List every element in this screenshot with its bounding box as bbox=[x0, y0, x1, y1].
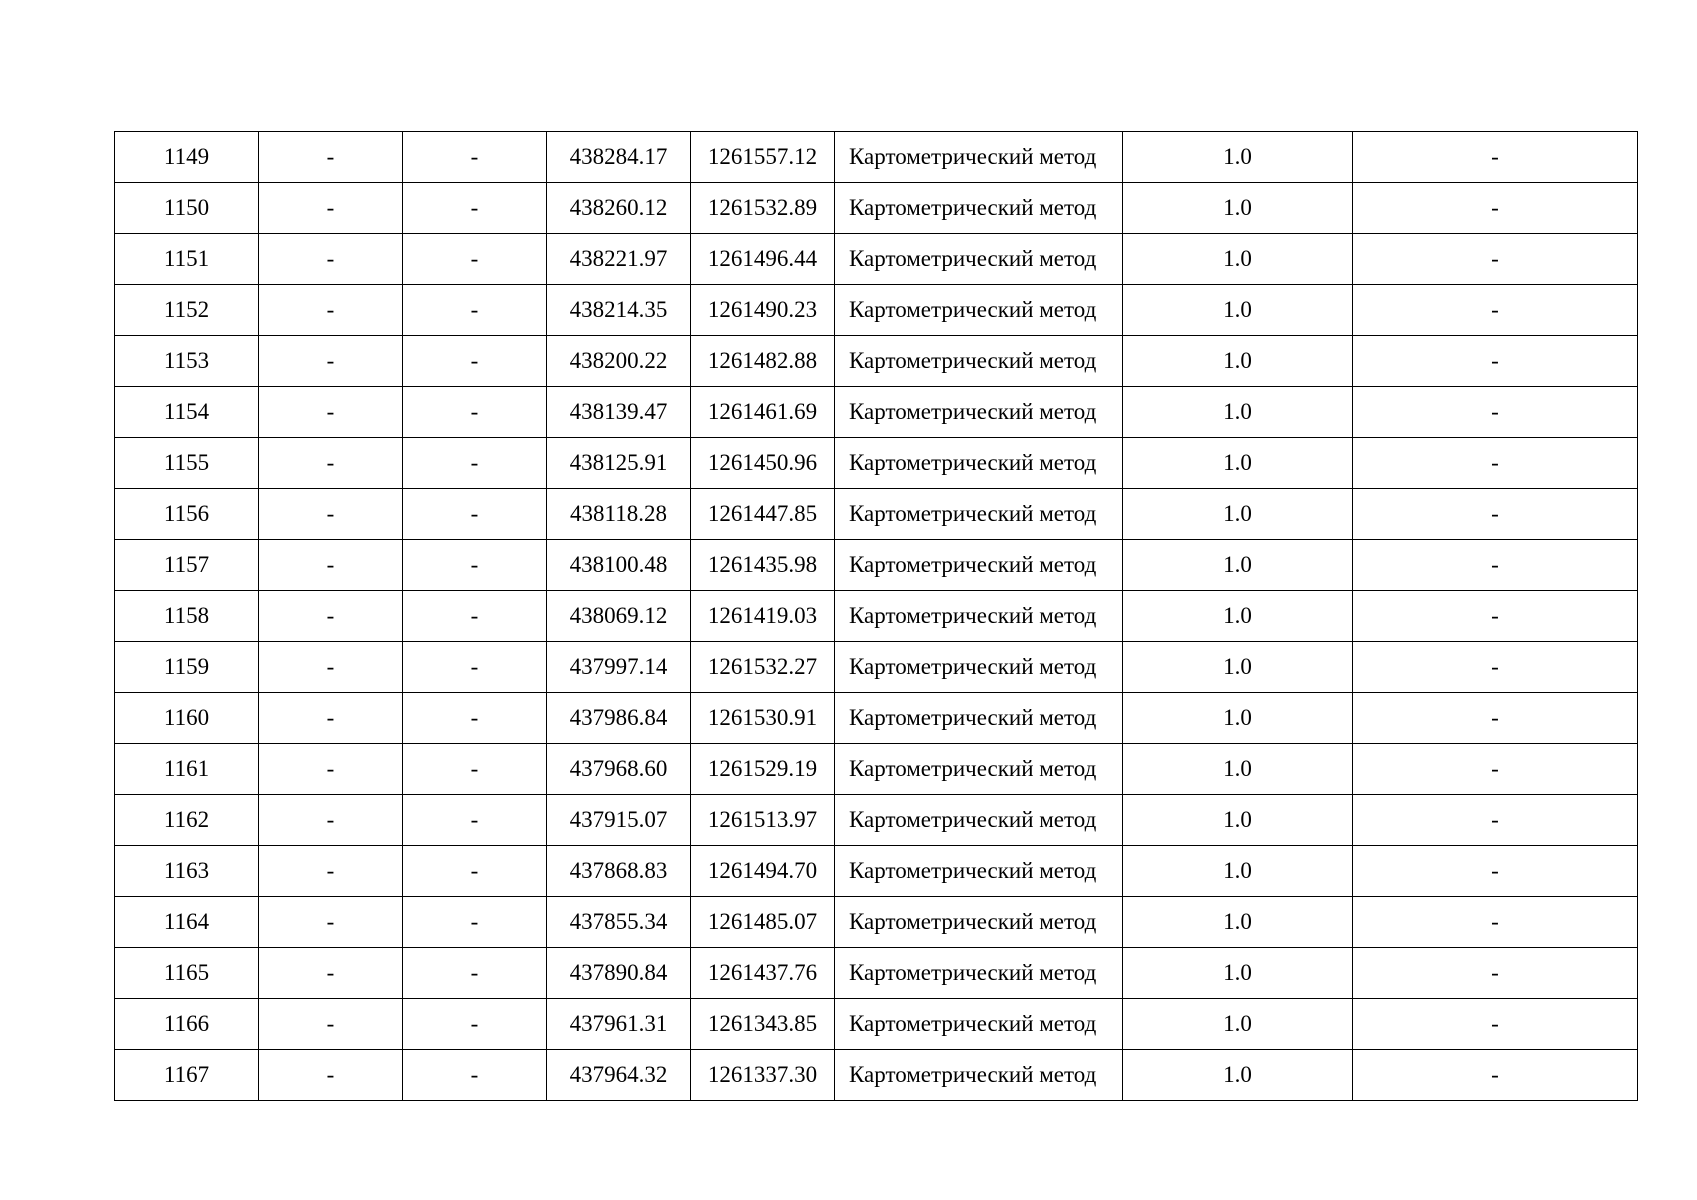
y-coordinate-cell: 1261530.91 bbox=[691, 693, 835, 744]
accuracy-cell: 1.0 bbox=[1123, 846, 1353, 897]
accuracy-cell: 1.0 bbox=[1123, 744, 1353, 795]
method-cell: Картометрический метод bbox=[835, 234, 1123, 285]
method-cell: Картометрический метод bbox=[835, 387, 1123, 438]
method-cell: Картометрический метод bbox=[835, 846, 1123, 897]
table-row bbox=[115, 591, 1638, 642]
description-cell: - bbox=[1353, 285, 1638, 336]
y-coordinate-cell: 1261557.12 bbox=[691, 132, 835, 183]
accuracy-cell: 1.0 bbox=[1123, 489, 1353, 540]
description-cell: - bbox=[1353, 693, 1638, 744]
point-number-cell: 1162 bbox=[115, 795, 259, 846]
table-row bbox=[115, 744, 1638, 795]
description-cell: - bbox=[1353, 489, 1638, 540]
y-coordinate-cell: 1261437.76 bbox=[691, 948, 835, 999]
point-number-cell: 1156 bbox=[115, 489, 259, 540]
empty-cell-3: - bbox=[403, 336, 547, 387]
empty-cell-2: - bbox=[259, 336, 403, 387]
accuracy-cell: 1.0 bbox=[1123, 438, 1353, 489]
empty-cell-3: - bbox=[403, 540, 547, 591]
table-row bbox=[115, 183, 1638, 234]
point-number-cell: 1152 bbox=[115, 285, 259, 336]
empty-cell-2: - bbox=[259, 183, 403, 234]
y-coordinate-cell: 1261532.27 bbox=[691, 642, 835, 693]
x-coordinate-cell: 438284.17 bbox=[547, 132, 691, 183]
description-cell: - bbox=[1353, 387, 1638, 438]
description-cell: - bbox=[1353, 336, 1638, 387]
point-number-cell: 1159 bbox=[115, 642, 259, 693]
y-coordinate-cell: 1261337.30 bbox=[691, 1050, 835, 1101]
accuracy-cell: 1.0 bbox=[1123, 693, 1353, 744]
accuracy-cell: 1.0 bbox=[1123, 795, 1353, 846]
empty-cell-3: - bbox=[403, 438, 547, 489]
method-cell: Картометрический метод bbox=[835, 438, 1123, 489]
x-coordinate-cell: 438200.22 bbox=[547, 336, 691, 387]
x-coordinate-cell: 437868.83 bbox=[547, 846, 691, 897]
point-number-cell: 1157 bbox=[115, 540, 259, 591]
method-cell: Картометрический метод bbox=[835, 1050, 1123, 1101]
description-cell: - bbox=[1353, 795, 1638, 846]
table-row bbox=[115, 234, 1638, 285]
table-row bbox=[115, 336, 1638, 387]
y-coordinate-cell: 1261485.07 bbox=[691, 897, 835, 948]
empty-cell-2: - bbox=[259, 948, 403, 999]
table-row bbox=[115, 285, 1638, 336]
method-cell: Картометрический метод bbox=[835, 132, 1123, 183]
x-coordinate-cell: 438260.12 bbox=[547, 183, 691, 234]
description-cell: - bbox=[1353, 183, 1638, 234]
x-coordinate-cell: 437961.31 bbox=[547, 999, 691, 1050]
table-row bbox=[115, 948, 1638, 999]
table-row bbox=[115, 387, 1638, 438]
point-number-cell: 1166 bbox=[115, 999, 259, 1050]
empty-cell-2: - bbox=[259, 387, 403, 438]
accuracy-cell: 1.0 bbox=[1123, 642, 1353, 693]
empty-cell-2: - bbox=[259, 438, 403, 489]
point-number-cell: 1160 bbox=[115, 693, 259, 744]
accuracy-cell: 1.0 bbox=[1123, 948, 1353, 999]
method-cell: Картометрический метод bbox=[835, 795, 1123, 846]
table-row bbox=[115, 897, 1638, 948]
point-number-cell: 1158 bbox=[115, 591, 259, 642]
method-cell: Картометрический метод bbox=[835, 693, 1123, 744]
empty-cell-3: - bbox=[403, 693, 547, 744]
point-number-cell: 1154 bbox=[115, 387, 259, 438]
point-number-cell: 1165 bbox=[115, 948, 259, 999]
accuracy-cell: 1.0 bbox=[1123, 897, 1353, 948]
method-cell: Картометрический метод bbox=[835, 591, 1123, 642]
x-coordinate-cell: 438139.47 bbox=[547, 387, 691, 438]
table-row bbox=[115, 999, 1638, 1050]
empty-cell-2: - bbox=[259, 999, 403, 1050]
empty-cell-2: - bbox=[259, 744, 403, 795]
table-row bbox=[115, 693, 1638, 744]
y-coordinate-cell: 1261447.85 bbox=[691, 489, 835, 540]
y-coordinate-cell: 1261529.19 bbox=[691, 744, 835, 795]
table-row bbox=[115, 489, 1638, 540]
table-body bbox=[115, 132, 1638, 1101]
empty-cell-2: - bbox=[259, 642, 403, 693]
empty-cell-2: - bbox=[259, 846, 403, 897]
empty-cell-3: - bbox=[403, 1050, 547, 1101]
accuracy-cell: 1.0 bbox=[1123, 285, 1353, 336]
method-cell: Картометрический метод bbox=[835, 744, 1123, 795]
description-cell: - bbox=[1353, 1050, 1638, 1101]
empty-cell-2: - bbox=[259, 795, 403, 846]
y-coordinate-cell: 1261494.70 bbox=[691, 846, 835, 897]
point-number-cell: 1149 bbox=[115, 132, 259, 183]
x-coordinate-cell: 437968.60 bbox=[547, 744, 691, 795]
point-number-cell: 1167 bbox=[115, 1050, 259, 1101]
description-cell: - bbox=[1353, 744, 1638, 795]
x-coordinate-cell: 438118.28 bbox=[547, 489, 691, 540]
empty-cell-2: - bbox=[259, 693, 403, 744]
empty-cell-3: - bbox=[403, 642, 547, 693]
point-number-cell: 1150 bbox=[115, 183, 259, 234]
point-number-cell: 1163 bbox=[115, 846, 259, 897]
method-cell: Картометрический метод bbox=[835, 336, 1123, 387]
empty-cell-3: - bbox=[403, 948, 547, 999]
x-coordinate-cell: 437890.84 bbox=[547, 948, 691, 999]
empty-cell-3: - bbox=[403, 744, 547, 795]
empty-cell-3: - bbox=[403, 999, 547, 1050]
x-coordinate-cell: 438069.12 bbox=[547, 591, 691, 642]
description-cell: - bbox=[1353, 948, 1638, 999]
description-cell: - bbox=[1353, 591, 1638, 642]
x-coordinate-cell: 437964.32 bbox=[547, 1050, 691, 1101]
y-coordinate-cell: 1261461.69 bbox=[691, 387, 835, 438]
method-cell: Картометрический метод bbox=[835, 183, 1123, 234]
point-number-cell: 1153 bbox=[115, 336, 259, 387]
method-cell: Картометрический метод bbox=[835, 948, 1123, 999]
accuracy-cell: 1.0 bbox=[1123, 132, 1353, 183]
table-row bbox=[115, 1050, 1638, 1101]
table-row bbox=[115, 795, 1638, 846]
method-cell: Картометрический метод bbox=[835, 897, 1123, 948]
empty-cell-3: - bbox=[403, 183, 547, 234]
empty-cell-3: - bbox=[403, 591, 547, 642]
x-coordinate-cell: 437855.34 bbox=[547, 897, 691, 948]
y-coordinate-cell: 1261496.44 bbox=[691, 234, 835, 285]
empty-cell-2: - bbox=[259, 540, 403, 591]
method-cell: Картометрический метод bbox=[835, 540, 1123, 591]
empty-cell-3: - bbox=[403, 846, 547, 897]
accuracy-cell: 1.0 bbox=[1123, 540, 1353, 591]
y-coordinate-cell: 1261419.03 bbox=[691, 591, 835, 642]
point-number-cell: 1164 bbox=[115, 897, 259, 948]
point-number-cell: 1155 bbox=[115, 438, 259, 489]
table-row bbox=[115, 846, 1638, 897]
x-coordinate-cell: 438214.35 bbox=[547, 285, 691, 336]
description-cell: - bbox=[1353, 132, 1638, 183]
method-cell: Картометрический метод bbox=[835, 642, 1123, 693]
empty-cell-3: - bbox=[403, 387, 547, 438]
empty-cell-3: - bbox=[403, 795, 547, 846]
description-cell: - bbox=[1353, 540, 1638, 591]
accuracy-cell: 1.0 bbox=[1123, 387, 1353, 438]
description-cell: - bbox=[1353, 642, 1638, 693]
empty-cell-2: - bbox=[259, 285, 403, 336]
description-cell: - bbox=[1353, 438, 1638, 489]
y-coordinate-cell: 1261482.88 bbox=[691, 336, 835, 387]
y-coordinate-cell: 1261513.97 bbox=[691, 795, 835, 846]
empty-cell-3: - bbox=[403, 132, 547, 183]
x-coordinate-cell: 438125.91 bbox=[547, 438, 691, 489]
point-number-cell: 1151 bbox=[115, 234, 259, 285]
x-coordinate-cell: 437997.14 bbox=[547, 642, 691, 693]
description-cell: - bbox=[1353, 897, 1638, 948]
empty-cell-3: - bbox=[403, 897, 547, 948]
description-cell: - bbox=[1353, 234, 1638, 285]
y-coordinate-cell: 1261450.96 bbox=[691, 438, 835, 489]
description-cell: - bbox=[1353, 999, 1638, 1050]
empty-cell-3: - bbox=[403, 489, 547, 540]
x-coordinate-cell: 438221.97 bbox=[547, 234, 691, 285]
table-row bbox=[115, 540, 1638, 591]
accuracy-cell: 1.0 bbox=[1123, 999, 1353, 1050]
empty-cell-2: - bbox=[259, 132, 403, 183]
empty-cell-2: - bbox=[259, 1050, 403, 1101]
table-row bbox=[115, 642, 1638, 693]
x-coordinate-cell: 438100.48 bbox=[547, 540, 691, 591]
y-coordinate-cell: 1261435.98 bbox=[691, 540, 835, 591]
point-number-cell: 1161 bbox=[115, 744, 259, 795]
x-coordinate-cell: 437986.84 bbox=[547, 693, 691, 744]
y-coordinate-cell: 1261343.85 bbox=[691, 999, 835, 1050]
empty-cell-3: - bbox=[403, 234, 547, 285]
empty-cell-2: - bbox=[259, 234, 403, 285]
empty-cell-2: - bbox=[259, 489, 403, 540]
accuracy-cell: 1.0 bbox=[1123, 336, 1353, 387]
description-cell: - bbox=[1353, 846, 1638, 897]
accuracy-cell: 1.0 bbox=[1123, 1050, 1353, 1101]
table-row bbox=[115, 132, 1638, 183]
empty-cell-3: - bbox=[403, 285, 547, 336]
method-cell: Картометрический метод bbox=[835, 999, 1123, 1050]
x-coordinate-cell: 437915.07 bbox=[547, 795, 691, 846]
method-cell: Картометрический метод bbox=[835, 489, 1123, 540]
y-coordinate-cell: 1261490.23 bbox=[691, 285, 835, 336]
accuracy-cell: 1.0 bbox=[1123, 183, 1353, 234]
accuracy-cell: 1.0 bbox=[1123, 591, 1353, 642]
y-coordinate-cell: 1261532.89 bbox=[691, 183, 835, 234]
accuracy-cell: 1.0 bbox=[1123, 234, 1353, 285]
table-row bbox=[115, 438, 1638, 489]
coordinates-table bbox=[114, 131, 1638, 1101]
empty-cell-2: - bbox=[259, 591, 403, 642]
empty-cell-2: - bbox=[259, 897, 403, 948]
method-cell: Картометрический метод bbox=[835, 285, 1123, 336]
